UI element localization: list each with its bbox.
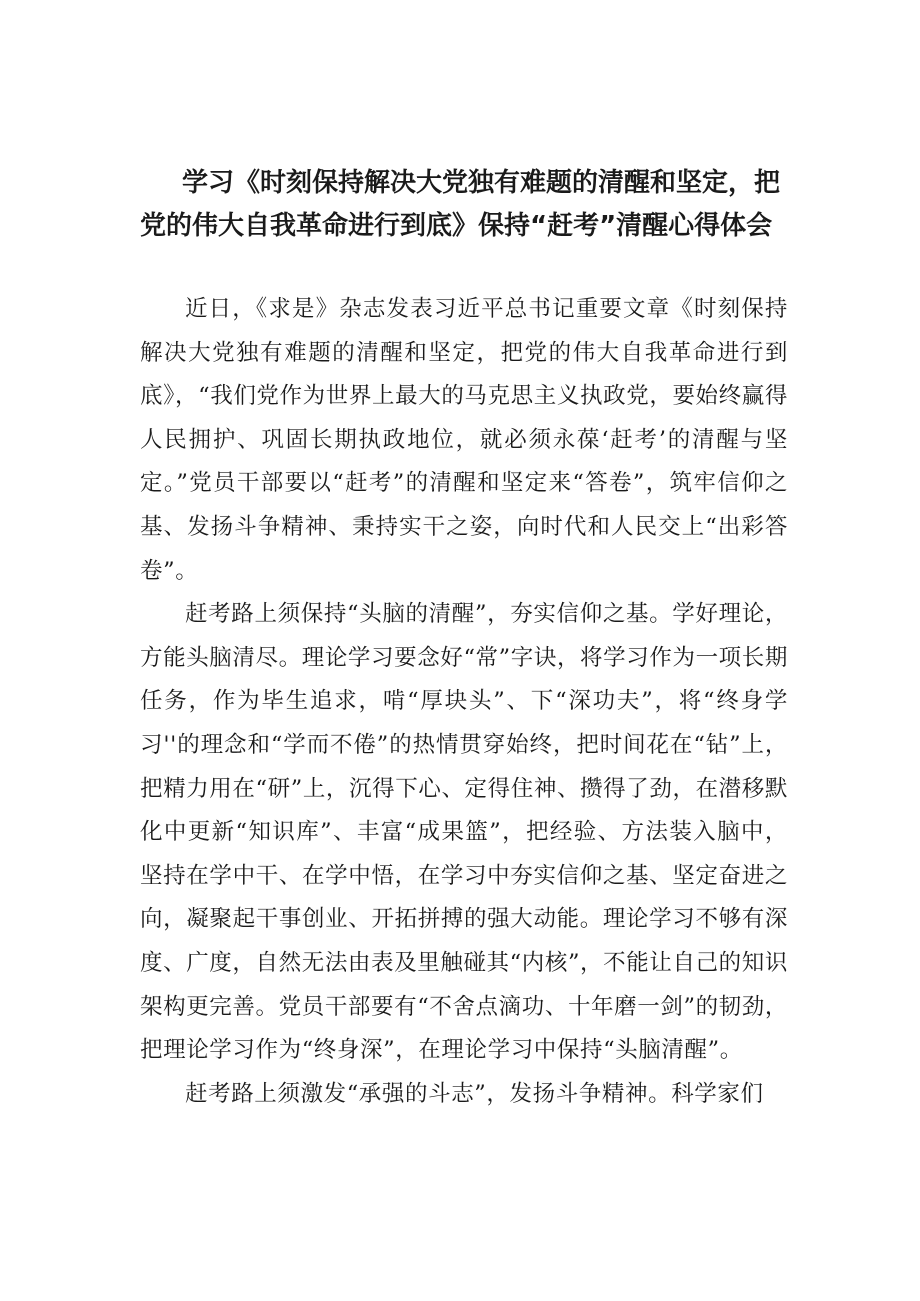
paragraph: 赶考路上须保持“头脑的清醒”，夯实信仰之基。学好理论，方能头脑清尽。理论学习要念好“常”字诀，将学习作为一项长期任务，作为毕生追求，啃“厚块头”、下“深功夫”，将“终身学习''的理念和“学而不倦”的热情贯穿始终，把时间花在“钻”上，把精力用在“研”上，沉得下心、定得住神、攒得了劲，在潜移默化中更新“知识库”、丰富“成果篮”，把经验、方法装入脑中，坚持在学中干、在学中悟，在学习中夯实信仰之基、坚定奋进之向，凝聚起干事创业、开拓拼搏的强大动能。理论学习不够有深度、广度，自然无法由表及里触碰其“内核”，不能让自己的知识架构更完善。党员干部要有“不舍点滴功、十年磨一剑”的韧劲，把理论学习作为“终身深”，在理论学习中保持“头脑清醒”。 (140, 601, 788, 1064)
document-body (140, 288, 788, 1116)
paragraph: 近日，《求是》杂志发表习近平总书记重要文章《时刻保持解决大党独有难题的清醒和坚定，把党的伟大自我革命进行到底》，“我们党作为世界上最大的马克思主义执政党，要始终赢得人民拥护、巩固长期执政地位，就必须永葆‘赶考’的清醒与坚定。”党员干部要以“赶考”的清醒和坚定来“答卷”，筑牢信仰之基、发扬斗争精神、秉持实干之姿，向时代和人民交上“出彩答卷”。 (140, 296, 788, 584)
document-title: 学习《时刻保持解决大党独有难题的清醒和坚定，把党的伟大自我革命进行到底》保持“赶考”清醒心得体会 (140, 168, 781, 241)
paragraph: 赶考路上须激发“承强的斗志”，发扬斗争精神。科学家们 (185, 1080, 764, 1107)
